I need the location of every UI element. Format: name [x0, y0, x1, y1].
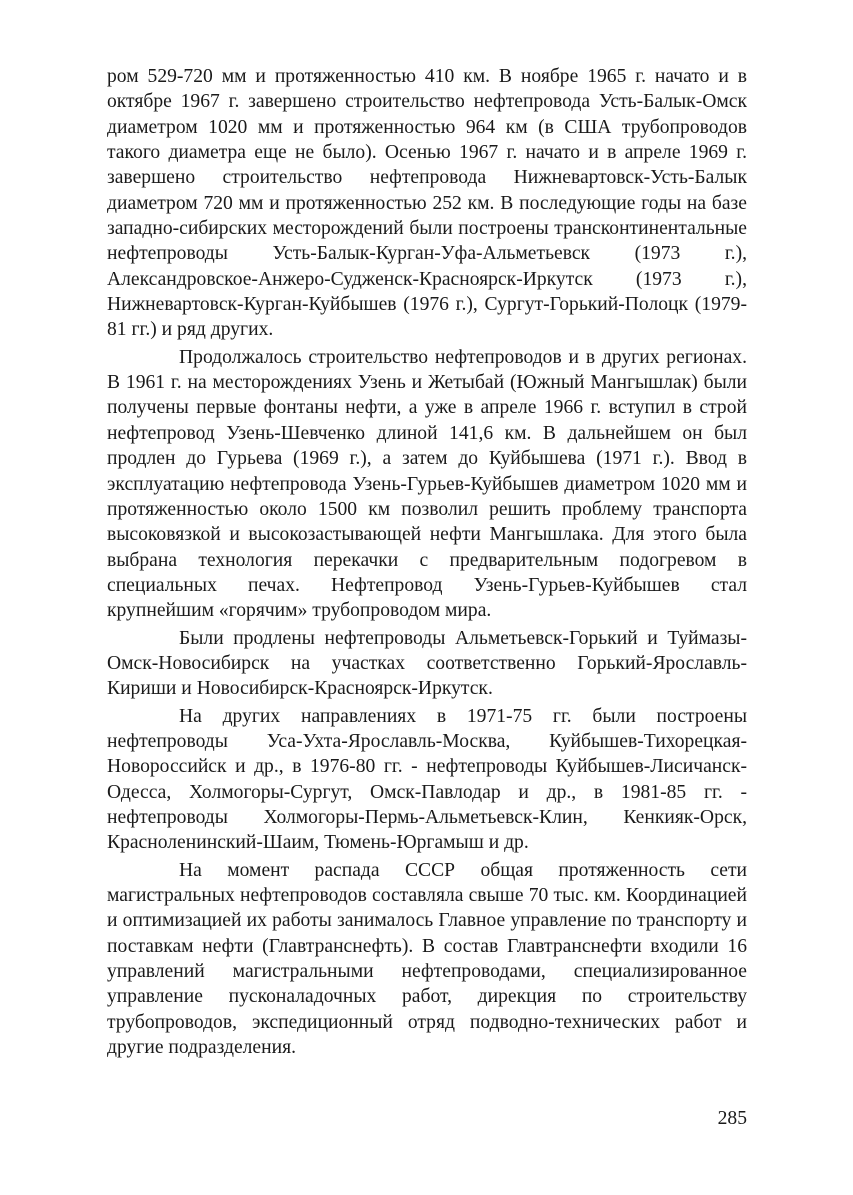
paragraph-4: На других направлениях в 1971-75 гг. были построены нефтепроводы Уса-Ухта-Ярославль-Москва, Куйбышев-Тихорецкая-Новороссийск и др., в 1976-80 гг. - нефтепроводы Куйбышев-Лисичанск-Одесса, Холмогоры-Сургут, Омск-Павлодар и др., в 1981-85 гг. - нефтепроводы Холмогоры-Пермь-Альметьевск-Клин, Кенкияк-Орск, Красноленинский-Шаим, Тюмень-Юргамыш и др.	[107, 705, 747, 854]
page-number: 285	[717, 1108, 747, 1129]
paragraph-1: ром 529-720 мм и протяженностью 410 км. В ноябре 1965 г. начато и в октябре 1967 г. завершено строительство нефтепровода Усть-Балык-Омск диаметром 1020 мм и протяженностью 964 км (в США трубопроводов такого диаметра еще не было). Осенью 1967 г. начато и в апреле 1969 г. завершено строительство нефтепровода Нижневартовск-Усть-Балык диаметром 720 мм и протяженностью 252 км. В последующие годы на базе западно-сибирских месторождений были построены трансконтинентальные нефтепроводы Усть-Балык-Курган-Уфа-Альметьевск (1973 г.), Александровское-Анжеро-Судженск-Красноярск-Иркутск (1973 г.), Нижневартовск-Курган-Куйбышев (1976 г.), Сургут-Горький-Полоцк (1979-81 гг.) и ряд других.	[107, 66, 747, 341]
paragraph-2: Продолжалось строительство нефтепроводов и в других регионах. В 1961 г. на месторождениях Узень и Жетыбай (Южный Мангышлак) были получены первые фонтаны нефти, а уже в апреле 1966 г. вступил в строй нефтепровод Узень-Шевченко длиной 141,6 км. В дальнейшем он был продлен до Гурьева (1969 г.), а затем до Куйбышева (1971 г.). Ввод в эксплуатацию нефтепровода Узень-Гурьев-Куйбышев диаметром 1020 мм и протяженностью около 1500 км позволил решить проблему транспорта высоковязкой и высокозастывающей нефти Мангышлака. Для этого была выбрана технология перекачки с предварительным подогревом в специальных печах. Нефтепровод Узень-Гурьев-Куйбышев стал крупнейшим «горячим» трубопроводом мира.	[107, 346, 747, 622]
body-text	[107, 64, 747, 1060]
paragraph-3: Были продлены нефтепроводы Альметьевск-Горький и Туймазы-Омск-Новосибирск на участках соответственно Горький-Ярославль-Кириши и Новосибирск-Красноярск-Иркутск.	[107, 627, 747, 700]
paragraph-5: На момент распада СССР общая протяженность сети магистральных нефтепроводов составляла свыше 70 тыс. км. Координацией и оптимизацией их работы занималось Главное управление по транспорту и поставкам нефти (Главтранснефть). В состав Главтранснефти входили 16 управлений магистральными нефтепроводами, специализированное управление пусконаладочных работ, дирекция по строительству трубопроводов, экспедиционный отряд подводно-технических работ и другие подразделения.	[107, 859, 747, 1059]
